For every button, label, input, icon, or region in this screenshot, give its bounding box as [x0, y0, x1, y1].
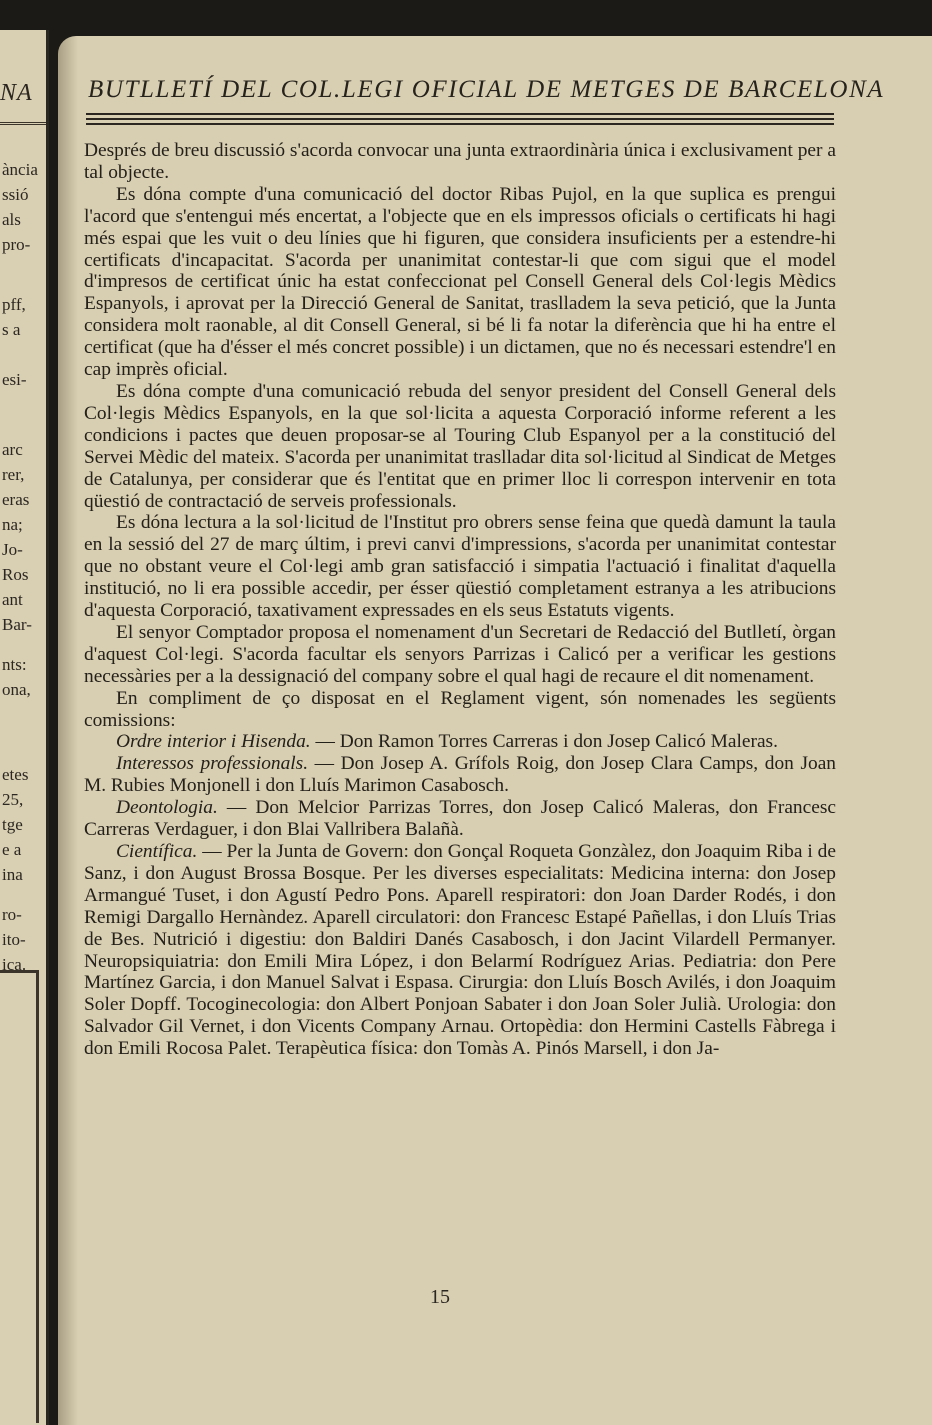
- commission-deontologia: [84, 797, 836, 841]
- left-page-word: s a: [2, 320, 21, 339]
- page-gutter-shadow: [58, 36, 78, 1425]
- left-page-word: rer,: [2, 465, 25, 484]
- left-page-word: ina: [2, 865, 23, 884]
- left-page-word: als: [2, 210, 21, 229]
- left-page-word: pff,: [2, 295, 26, 314]
- left-page-word: Jo-: [2, 540, 23, 559]
- article-body: [84, 140, 836, 1060]
- commission-members: — Don Ramon Torres Carreras i don Josep Calicó Maleras.: [310, 731, 778, 753]
- left-page-word: ona,: [2, 680, 31, 699]
- page-number: 15: [430, 1286, 450, 1308]
- paragraph-4: Es dóna lectura a la sol·licitud de l'Institut pro obrers sense feina que quedà damunt la taula en la sessió del 27 de març últim, i previ canvi d'impressions, s'acorda per unanimitat contestar que no obstant veure el Col·legi amb gran satisfacció i simpatia l'actuació i finalitat d'aquella institució, no li era possible accedir, per ésser qüestió completament estranya a les atribucions d'aquesta Corporació, taxativament expressades en els seus Estatuts vigents.: [84, 512, 836, 622]
- commission-cientifica: [84, 841, 836, 1060]
- commission-label: Ordre interior i Hisenda.: [116, 731, 311, 753]
- header-rule-top: [86, 113, 834, 115]
- left-page-word: tge: [2, 815, 23, 834]
- left-page-word: e a: [2, 840, 22, 859]
- left-page-word: esi-: [2, 370, 27, 389]
- left-page-word: 25,: [2, 790, 24, 809]
- paragraph-2: Es dóna compte d'una comunicació del doctor Ribas Pujol, en la que suplica es prengui l'acord que s'entengui més encertat, a l'objecte que en els impressos oficials o certificats hi hagi més espai que les vuit o deu línies que hi figuren, que considera insuficients per a estendre-hi certificats d'incapacitat. S'acorda per unanimitat contestar-li que com sigui que el model d'impresos de certificat únic ha estat confeccionat pel Consell General dels Col·legis Mèdics Espanyols, i aprovat per la Direcció General de Sanitat, traslladem la seva petició, que la Junta considera molt raonable, al dit Consell General, si bé li fa notar la diferència que hi ha entre el certificat (que ha d'ésser el més concret possible) i un dictamen, que no és necessari estendre'l en cap imprès oficial.: [84, 183, 836, 381]
- paragraph-3: Es dóna compte d'una comunicació rebuda del senyor president del Consell General dels Col·legis Mèdics Espanyols, en la que sol·licita a aquesta Corporació informe referent a les condicions i pactes que deuen proposar-se al Touring Club Espanyol per a la constitució del Servei Mèdic del mateix. S'acorda per unanimitat traslladar dita sol·licitud al Sindicat de Metges de Catalunya, per considerar que és l'entitat que en primer lloc li correspon intervenir en tota qüestió de contractació de serveis professionals.: [84, 380, 836, 512]
- left-page-word: nts:: [2, 655, 27, 674]
- left-facing-page: [0, 30, 49, 1425]
- paragraph-1: Després de breu discussió s'acorda convocar una junta extraordinària única i exclusivament per a tal objecte.: [84, 140, 836, 183]
- commission-label: Interessos professionals.: [116, 753, 309, 775]
- left-page-word: arc: [2, 440, 23, 459]
- header-rule-middle: [86, 118, 834, 120]
- commission-label: Deontologia.: [116, 797, 218, 819]
- left-page-frame: [0, 970, 39, 1423]
- left-page-word: eras: [2, 490, 30, 509]
- paragraph-6: En compliment de ço disposat en el Reglament vigent, són nomenades les següents comissions:: [84, 687, 836, 731]
- paragraph-5: El senyor Comptador proposa el nomenament d'un Secretari de Redacció del Butlletí, òrgan d'aquest Col·legi. S'acorda facultar els senyors Parrizas i Calicó per a verificar les gestions necessàries per a la dessignació del company sobre el qual hagi de recaure el dit nomenament.: [84, 621, 836, 687]
- left-page-word: ro-: [2, 905, 22, 924]
- left-page-word: ito-: [2, 930, 26, 949]
- commission-interessos: [84, 753, 836, 797]
- left-page-word: ssió: [2, 185, 29, 204]
- commission-ordre-interior: [84, 731, 836, 753]
- left-page-word: ància: [2, 160, 38, 179]
- left-page-word: pro-: [2, 235, 31, 254]
- left-page-header: NA: [0, 80, 33, 106]
- header-rule-bottom: [86, 123, 834, 125]
- left-page-rule: [0, 122, 46, 125]
- commission-members: — Don Josep A. Grífols Roig, don Josep Clara Camps, don Joan M. Rubies Monjonell i don Lluís Marimon Casabosch.: [84, 753, 836, 797]
- page-header-title: BUTLLETÍ DEL COL.LEGI OFICIAL DE METGES DE BARCELONA: [88, 76, 885, 103]
- left-page-word: ant: [2, 590, 23, 609]
- left-page-word: ica.: [2, 955, 27, 974]
- left-page-word: etes: [2, 765, 29, 784]
- commission-label: Científica.: [116, 841, 198, 862]
- commission-members: — Per la Junta de Govern: don Gonçal Roqueta Gonzàlez, don Joaquim Riba i de Sanz, i don August Brossa Bosque. Per les diverses especialitats: Medicina interna: don Josep Armangué Tuset, i don Agustí Pedro Pons. Aparell respiratori: don Joan Darder Rodés, i don Remigi Dargallo Hernàndez. Aparell circulatori: don Francesc Estapé Pañellas, i don Lluís Trias de Bes. Nutrició i digestiu: don Baldiri Danés Casabosch, i don Jacint Vilardell Permanyer. Neuropsiquiatria: don Emili Mira López, i don Belarmí Rodríguez Arias. Pediatria: don Pere Martínez Garcia, i don Manuel Salvat i Espasa. Cirurgia: don Lluís Bosch Avilés, i don Joaquim Soler Dopff. Tocoginecologia: don Albert Ponjoan Sabater i don Joan Soler Julià. Urologia: don Salvador Gil Vernet, i don Vicents Company Arnau. Ortopèdia: don Hermini Castells Fàbrega i don Emili Rocosa Palet. Terapèutica física: don Tomàs A. Pinós Marsell, i don Ja-: [84, 841, 836, 1060]
- left-page-word: na;: [2, 515, 23, 534]
- left-page-word: Ros: [2, 565, 29, 584]
- left-page-word: Bar-: [2, 615, 32, 634]
- commission-members: — Don Melcior Parrizas Torres, don Josep Calicó Maleras, don Francesc Carreras Verdaguer, i don Blai Vallribera Balañà.: [84, 797, 836, 841]
